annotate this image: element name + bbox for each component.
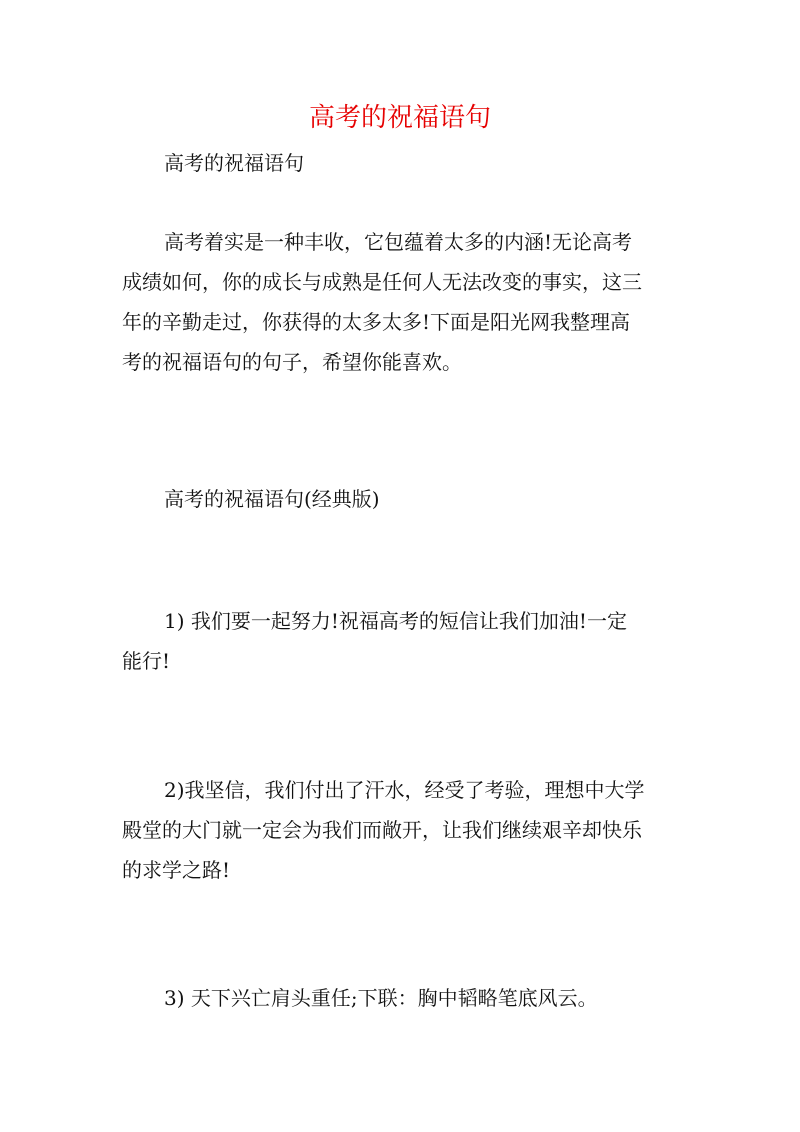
item2-line-3: 的求学之路! bbox=[122, 858, 231, 882]
item1-line-1: 1) 我们要一起努力!祝福高考的短信让我们加油!一定 bbox=[164, 609, 627, 633]
list-item-3 bbox=[122, 978, 682, 1018]
intro-line-2: 成绩如何，你的成长与成熟是任何人无法改变的事实，这三 bbox=[122, 270, 642, 294]
item2-line-2: 殿堂的大门就一定会为我们而敞开，让我们继续艰辛却快乐 bbox=[122, 818, 642, 842]
intro-line-3: 年的辛勤走过，你获得的太多太多!下面是阳光网我整理高 bbox=[122, 310, 631, 334]
intro-paragraph bbox=[122, 222, 682, 382]
intro-line-4: 考的祝福语句的句子，希望你能喜欢。 bbox=[122, 350, 462, 374]
item3-line-1: 3) 天下兴亡肩头重任;下联：胸中韬略笔底风云。 bbox=[164, 986, 598, 1010]
list-item-2 bbox=[122, 770, 682, 890]
item1-line-2: 能行! bbox=[122, 649, 171, 673]
item2-line-1: 2)我坚信，我们付出了汗水，经受了考验，理想中大学 bbox=[164, 778, 645, 802]
subtitle: 高考的祝福语句 bbox=[164, 151, 304, 175]
section-heading: 高考的祝福语句(经典版) bbox=[164, 487, 380, 511]
list-item-1 bbox=[122, 601, 682, 681]
document-title: 高考的祝福语句 bbox=[308, 103, 491, 133]
intro-line-1: 高考着实是一种丰收，它包蕴着太多的内涵!无论高考 bbox=[164, 230, 633, 254]
